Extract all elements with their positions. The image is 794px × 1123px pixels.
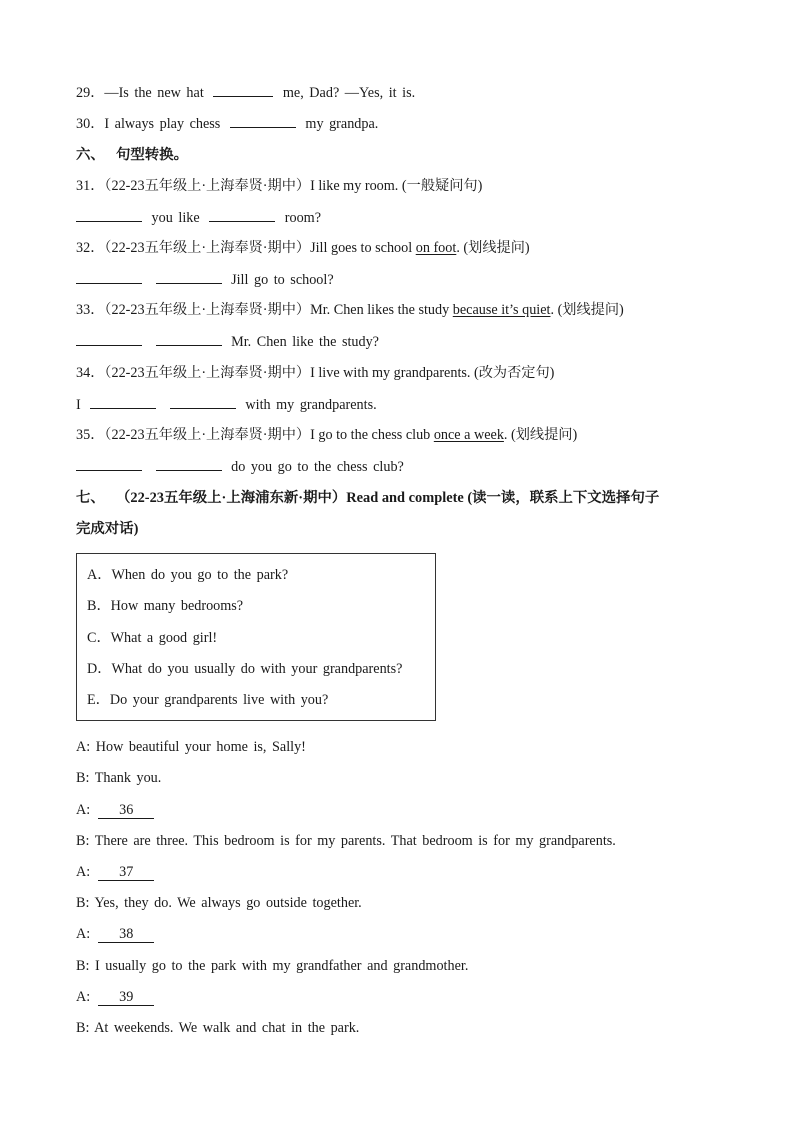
question-source: （22-23五年级上·上海奉贤·期中） (104, 240, 311, 256)
answer-line-34 (76, 394, 377, 415)
question-instruction: (划线提问) (463, 240, 530, 256)
option-text: What a good girl! (110, 630, 218, 646)
option-a (87, 565, 288, 585)
answer-blank[interactable] (76, 269, 142, 284)
speaker-label: A: (76, 802, 91, 818)
dialogue-line-blank-39 (76, 987, 154, 1007)
dialogue-line-blank-36 (76, 800, 154, 820)
question-number: 35． (76, 427, 105, 443)
dialogue-line (76, 1018, 359, 1038)
question-instruction: (划线提问) (511, 427, 578, 443)
answer-blank[interactable] (156, 269, 222, 284)
option-letter: A． (87, 567, 112, 583)
option-text: How many bedrooms? (110, 598, 244, 614)
answer-blank[interactable] (76, 207, 142, 222)
question-35 (76, 425, 577, 445)
answer-text: room? (284, 210, 321, 226)
question-source: （22-23五年级上·上海奉贤·期中） (104, 365, 311, 381)
section-title: （22-23五年级上·上海浦东新·期中）Read and complete (读一读，联系上下文选择句子 (116, 490, 660, 506)
question-instruction: (改为否定句) (474, 365, 555, 381)
question-text: Jill goes to school (310, 240, 413, 256)
section-7-heading-continued (76, 519, 138, 539)
answer-blank-39[interactable]: 39 (98, 989, 154, 1006)
speaker-label: B: (76, 1020, 90, 1036)
option-letter: D． (87, 661, 112, 677)
answer-line-31 (76, 207, 321, 228)
option-letter: E． (87, 692, 110, 708)
answer-blank[interactable] (170, 394, 236, 409)
option-b (87, 596, 243, 616)
question-text: me, Dad? —Yes, it is. (282, 85, 416, 101)
speaker-label: A: (76, 926, 91, 942)
dialogue-text: There are three. This bedroom is for my parents. That bedroom is for my grandparents. (94, 833, 616, 849)
dialogue-text: At weekends. We walk and chat in the park. (94, 1020, 360, 1036)
answer-text: I (76, 397, 81, 413)
question-number: 34． (76, 365, 105, 381)
question-30 (76, 113, 378, 134)
dialogue-text: Thank you. (94, 770, 162, 786)
answer-line-33 (76, 331, 379, 352)
answer-blank-37[interactable]: 37 (98, 864, 154, 881)
section-7-heading (76, 488, 659, 508)
speaker-label: A: (76, 989, 91, 1005)
dialogue-line (76, 831, 616, 851)
question-text: my grandpa. (305, 116, 379, 132)
answer-line-32 (76, 269, 334, 290)
question-34 (76, 363, 554, 383)
question-text: Mr. Chen likes the study (310, 302, 450, 318)
question-number: 33． (76, 302, 105, 318)
question-text: I like my room. (310, 178, 399, 194)
option-c (87, 628, 217, 648)
option-d (87, 659, 402, 679)
dialogue-text: How beautiful your home is, Sally! (95, 739, 306, 755)
answer-text: do you go to the chess club? (231, 459, 404, 475)
answer-text: Jill go to school? (231, 272, 334, 288)
section-number: 六、 (76, 147, 105, 163)
punctuation: . (503, 427, 508, 443)
question-text: I go to the chess club (310, 427, 431, 443)
question-33 (76, 300, 624, 320)
speaker-label: B: (76, 770, 90, 786)
question-text: I live with my grandparents. (310, 365, 471, 381)
underlined-phrase: because it’s quiet (452, 302, 551, 318)
punctuation: . (550, 302, 555, 318)
question-instruction: (划线提问) (557, 302, 624, 318)
dialogue-line-blank-37 (76, 862, 154, 882)
question-number: 30． (76, 116, 105, 132)
speaker-label: B: (76, 833, 90, 849)
question-number: 29． (76, 85, 105, 101)
answer-blank[interactable] (230, 113, 296, 128)
underlined-phrase: on foot (415, 240, 457, 256)
option-text: When do you go to the park? (111, 567, 289, 583)
dialogue-line (76, 737, 306, 757)
answer-blank-38[interactable]: 38 (98, 926, 154, 943)
answer-blank[interactable] (76, 331, 142, 346)
dialogue-line-blank-38 (76, 924, 154, 944)
punctuation: . (456, 240, 460, 256)
speaker-label: A: (76, 864, 91, 880)
answer-blank[interactable] (156, 331, 222, 346)
option-letter: B． (87, 598, 111, 614)
question-number: 32． (76, 240, 105, 256)
option-text: Do your grandparents live with you? (109, 692, 329, 708)
underlined-phrase: once a week (433, 427, 504, 443)
dialogue-text: Yes, they do. We always go outside together. (94, 895, 362, 911)
answer-blank[interactable] (209, 207, 275, 222)
option-text: What do you usually do with your grandparents? (111, 661, 403, 677)
answer-text: Mr. Chen like the study? (231, 334, 379, 350)
question-text: —Is the new hat (104, 85, 204, 101)
question-instruction: (一般疑问句) (401, 178, 483, 194)
question-number: 31． (76, 178, 105, 194)
answer-blank[interactable] (76, 456, 142, 471)
option-e (87, 690, 328, 710)
answer-line-35 (76, 456, 404, 477)
section-6-heading (76, 145, 188, 165)
speaker-label: B: (76, 895, 90, 911)
speaker-label: B: (76, 958, 90, 974)
speaker-label: A: (76, 739, 91, 755)
dialogue-line (76, 956, 468, 976)
answer-blank[interactable] (156, 456, 222, 471)
question-text: I always play chess (104, 116, 221, 132)
answer-text: with my grandparents. (245, 397, 377, 413)
question-source: （22-23五年级上·上海奉贤·期中） (104, 178, 311, 194)
dialogue-line (76, 768, 161, 788)
question-source: （22-23五年级上·上海奉贤·期中） (104, 302, 311, 318)
dialogue-line (76, 893, 362, 913)
question-29 (76, 82, 415, 103)
section-title: 完成对话) (76, 521, 139, 537)
answer-blank[interactable] (213, 82, 273, 97)
answer-text: you like (151, 210, 200, 226)
answer-blank-36[interactable]: 36 (98, 802, 154, 819)
dialogue-text: I usually go to the park with my grandfather and grandmother. (94, 958, 469, 974)
question-32 (76, 238, 530, 258)
options-box (76, 553, 436, 721)
section-title: 句型转换。 (116, 147, 188, 163)
section-number: 七、 (76, 490, 105, 506)
answer-blank[interactable] (90, 394, 156, 409)
question-31 (76, 176, 482, 196)
question-source: （22-23五年级上·上海奉贤·期中） (104, 427, 311, 443)
option-letter: C． (87, 630, 111, 646)
